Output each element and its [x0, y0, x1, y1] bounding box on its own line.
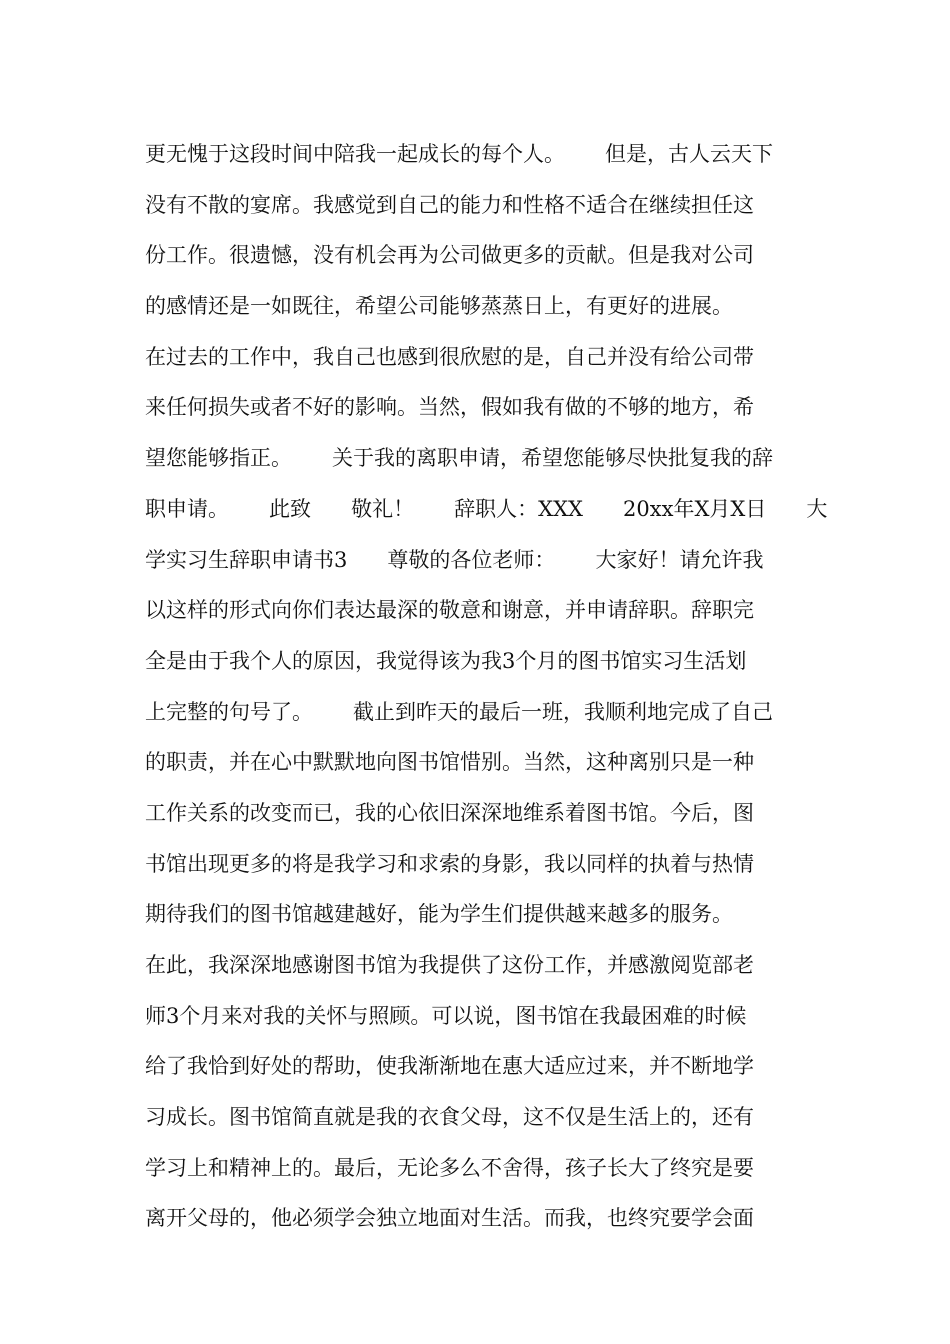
text-line: 没有不散的宴席。我感觉到自己的能力和性格不适合在继续担任这 — [145, 192, 754, 217]
text-line: 上完整的句号了。 截止到昨天的最后一班，我顺利地完成了自己 — [145, 699, 774, 724]
text-line: 书馆出现更多的将是我学习和求索的身影，我以同样的执着与热情 — [145, 851, 754, 876]
text-line: 的感情还是一如既往，希望公司能够蒸蒸日上，有更好的进展。 — [145, 294, 733, 319]
text-line: 给了我恰到好处的帮助，使我渐渐地在惠大适应过来，并不断地学 — [145, 1054, 754, 1079]
text-line: 工作关系的改变而已，我的心依旧深深地维系着图书馆。今后，图 — [145, 800, 754, 825]
text-line: 离开父母的，他必须学会独立地面对生活。而我，也终究要学会面 — [145, 1206, 754, 1231]
body-text — [145, 129, 828, 1244]
text-line: 学实习生辞职申请书3 尊敬的各位老师： 大家好！请允许我 — [145, 547, 764, 572]
text-line: 学习上和精神上的。最后，无论多么不舍得，孩子长大了终究是要 — [145, 1155, 754, 1180]
text-line: 期待我们的图书馆越建越好，能为学生们提供越来越多的服务。 — [145, 902, 733, 927]
text-line: 习成长。图书馆简直就是我的衣食父母，这不仅是生活上的，还有 — [145, 1105, 754, 1130]
text-line: 来任何损失或者不好的影响。当然，假如我有做的不够的地方，希 — [145, 395, 754, 420]
text-line: 以这样的形式向你们表达最深的敬意和谢意，并申请辞职。辞职完 — [145, 598, 754, 623]
text-line: 的职责，并在心中默默地向图书馆惜别。当然，这种离别只是一种 — [145, 750, 754, 775]
text-line: 在过去的工作中，我自己也感到很欣慰的是，自己并没有给公司带 — [145, 344, 754, 369]
text-line: 全是由于我个人的原因，我觉得该为我3个月的图书馆实习生活划 — [145, 648, 747, 673]
text-line: 在此，我深深地感谢图书馆为我提供了这份工作，并感激阅览部老 — [145, 953, 754, 977]
text-line: 望您能够指正。 关于我的离职申请，希望您能够尽快批复我的辞 — [145, 446, 774, 471]
text-line: 份工作。很遗憾，没有机会再为公司做更多的贡献。但是我对公司 — [145, 243, 754, 268]
text-line: 师3个月来对我的关怀与照顾。可以说，图书馆在我最困难的时候 — [145, 1003, 747, 1028]
text-line: 更无愧于这段时间中陪我一起成长的每个人。 但是，古人云天下 — [145, 142, 774, 166]
text-line: 职申请。 此致 敬礼！ 辞职人：XXX 20xx年X月X日 大 — [145, 496, 828, 521]
